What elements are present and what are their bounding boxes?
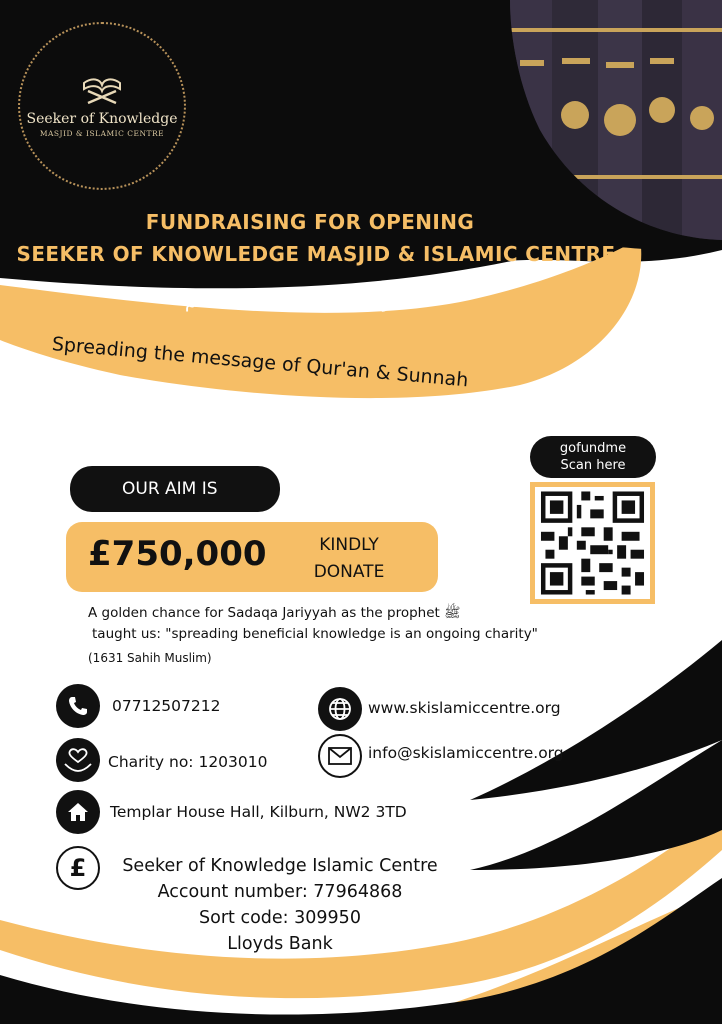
globe-icon [318,687,362,731]
home-icon [56,790,100,834]
gofundme-title: gofundme [559,441,627,456]
email-link[interactable]: info@skislamiccentre.org [368,744,564,762]
qr-code-icon[interactable] [530,482,655,604]
bank-name: Lloyds Bank [227,934,333,954]
logo-subtitle: MASJID & ISLAMIC CENTRE [39,128,165,138]
pound-icon: £ [56,846,100,890]
website-link[interactable]: www.skislamiccentre.org [368,699,561,717]
target-amount: £750,000 [88,534,267,574]
headline-line2: SEEKER OF KNOWLEDGE MASJID & ISLAMIC CENTRE [16,242,616,266]
phone-number[interactable]: 07712507212 [112,697,221,715]
donate-cta-line2: DONATE [313,562,385,582]
hadith-quote [88,603,538,645]
phone-icon [56,684,100,728]
headline-line1: FUNDRAISING FOR OPENING [145,210,475,234]
quran-stand-icon [80,75,124,105]
email-icon [318,734,362,778]
heart-hands-icon [56,738,100,782]
donate-cta[interactable] [300,532,398,586]
gofundme-label [530,436,656,478]
donate-cta-line1: KINDLY [319,535,379,555]
arabic-name: المركز الإسلامي لطالب العلم [184,290,416,312]
address: Templar House Hall, Kilburn, NW2 3TD [110,803,407,821]
logo [18,22,186,190]
logo-name: Seeker of Knowledge [26,110,178,127]
charity-number: Charity no: 1203010 [108,753,268,771]
aim-label: OUR AIM IS [70,466,280,512]
bank-account-number: Account number: 77964868 [157,882,403,902]
qr-code-graphic [535,487,650,599]
gofundme-scan: Scan here [560,458,626,473]
bank-sort-code: Sort code: 309950 [199,908,361,928]
bank-details [100,853,460,957]
bank-account-name: Seeker of Knowledge Islamic Centre [122,856,438,876]
hadith-line2: taught us: "spreading beneficial knowledge is an ongoing charity" [92,626,538,642]
islamic-books-shelf-image [510,0,722,240]
hadith-line1: A golden chance for Sadaqa Jariyyah as the prophet ﷺ [88,605,461,621]
slogan: Spreading the message of Qur'an & Sunnah [51,333,470,392]
hadith-reference: (1631 Sahih Muslim) [88,651,212,665]
